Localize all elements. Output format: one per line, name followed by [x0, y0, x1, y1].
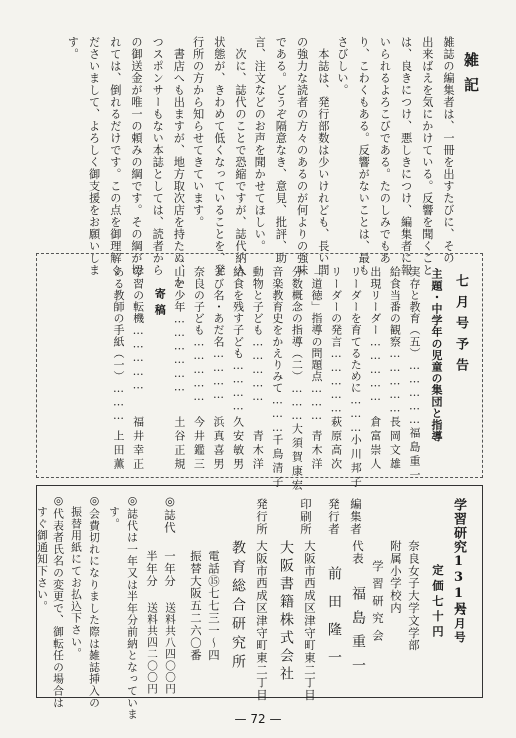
note-1: ◎誌代は一年又は半年分前納となっていま: [126, 494, 139, 721]
preview-item: [288, 266, 304, 493]
preview-item: [386, 266, 402, 472]
preview-item-author: 久安敏男: [231, 416, 245, 472]
fee-1-price: 送料共八四〇〇円: [164, 602, 176, 695]
preview-item-author: 青木洋: [251, 430, 265, 472]
notes-line: は、良きにつけ、悪しきにつけ、編集者に報: [399, 36, 413, 276]
preview-item-title: 分数概念の指導（二）………: [290, 266, 304, 423]
editor-name: 福島重一: [350, 586, 366, 682]
editor-rep: 代表: [351, 540, 365, 565]
printer-addr: 大阪市西成区津守町東二丁目: [303, 540, 317, 702]
preview-item-author: 萩原高次: [329, 416, 343, 472]
notes-line: ださいまして、よろしく御支援をお願いしま: [87, 36, 101, 276]
preview-item-title: 音楽教育史をかえりみて………: [270, 266, 284, 435]
notes-line: 言、注文などのお声を聞かせてほしい。: [253, 36, 267, 252]
notes-title: 雑記: [462, 52, 480, 102]
preview-contrib-item: [110, 266, 126, 472]
page-number: — 72 —: [234, 712, 282, 726]
notes-line: す。: [66, 36, 80, 60]
phone: 電話⑮七七三一～四: [207, 550, 221, 662]
preview-item-title: 動物と子ども……………: [251, 266, 265, 404]
fee-2: 半年分: [145, 550, 159, 588]
publisher-name: 前田隆一: [326, 566, 342, 678]
editor-org-1: 奈良女子大学文学部: [407, 540, 421, 652]
notes-line: 雑誌の編集者は、一冊を出すたびに、その: [442, 36, 455, 264]
preview-item-author: 大須賀康宏: [290, 422, 304, 493]
notes-line: 出来ばえを気にかけている。反響を聞くこと: [420, 36, 434, 276]
preview-item-title: リーダーを育てるために………: [349, 266, 363, 435]
preview-item-title: リーダーの発言……………: [329, 266, 343, 416]
preview-item-title: 山と少年………………: [172, 266, 186, 394]
notes-line: 次に、誌代のことで恐縮ですが、誌代納入: [234, 48, 247, 276]
issuer-name: 教育総合研究所: [230, 540, 246, 673]
printer-label: 印刷所: [299, 498, 313, 536]
preview-title: 七月号予告: [453, 274, 468, 379]
notes-line: 行所の方から知らせてきています。: [191, 36, 205, 228]
note-2: ◎会費切れになりました際は雑誌挿入の: [88, 494, 101, 709]
preview-theme: 主題・中学年の児童の集団と指導: [430, 268, 443, 442]
price: 定価七十円: [431, 564, 445, 641]
notes-line: いられるよろこびである。たのしみでもあ: [378, 36, 392, 264]
note-2b: 振替用紙にてお払込下さい。: [70, 506, 83, 660]
preview-item: [328, 266, 344, 472]
issuer-addr: 大阪市西成区津守町東二丁目: [255, 540, 269, 702]
preview-item: [347, 266, 363, 491]
fee-2-price: 送料共四二〇〇円: [146, 602, 158, 695]
preview-contrib-title: 学習の転機……………: [131, 266, 145, 392]
preview-item-author: 青木洋: [310, 430, 323, 472]
notes-line: である。どうぞ隔意なき、意見、批評、助: [274, 36, 288, 264]
issuer-label: 発行所: [255, 498, 269, 536]
preview-item-title: 実存と教育（五）……………: [408, 266, 421, 427]
preview-item-author: 土谷正規: [172, 416, 186, 472]
preview-item: [308, 266, 324, 472]
preview-item-author: 浜真喜男: [212, 416, 225, 472]
preview-item-title: 奈良の子ども……………: [192, 266, 206, 404]
preview-item: [190, 266, 206, 472]
preview-item-author: 千鳥清子: [270, 434, 284, 491]
editor-label: 編集者: [349, 498, 363, 536]
editor-org-2: 附属小学校内: [389, 540, 403, 615]
preview-contrib-label: 寄稿: [153, 288, 167, 320]
notes-line: 状態が、きわめて低くなっていることを、発: [212, 36, 226, 276]
preview-item: [406, 266, 422, 483]
preview-contrib-author: 福井幸正: [131, 416, 145, 472]
issue-month: 六月号: [453, 604, 467, 645]
preview-item-title: 「道徳」指導の問題点………: [310, 266, 323, 423]
preview-item-author: 小川邦子: [349, 434, 363, 491]
preview-item-title: よび名・あだ名…………: [212, 266, 225, 402]
furikae: 振替大阪五二六〇番: [189, 550, 203, 662]
issue-title: 学習研究131号: [451, 498, 466, 616]
notes-line: り、こわくもある。反響がないことは、最も: [357, 36, 371, 276]
preview-item-author: 長岡文雄: [388, 416, 402, 472]
notes-line: の御送金が唯一の頼みの綱です。その綱が切: [130, 36, 143, 276]
preview-item-author: 今井鑑三: [192, 416, 206, 472]
note-3: ◎代表者氏名の変更で、御転任の場合は: [52, 494, 65, 709]
preview-contrib-title: ある教師の手紙（一）………: [112, 266, 125, 423]
preview-item: [269, 266, 285, 491]
preview-item-title: 給食当番の観察……………: [388, 266, 402, 416]
notes-line: 本誌は、発行部数は少いけれども、長い間: [316, 48, 330, 276]
preview-item: [367, 266, 383, 472]
notes-line: 書店へも出ますが、地方取次店を持たぬ、か: [172, 48, 186, 288]
note-3b: すぐ御通知下さい。: [36, 506, 49, 613]
note-1b: す。: [108, 506, 121, 530]
july-preview-box: [36, 253, 483, 493]
preview-item: [230, 266, 246, 472]
preview-item: [210, 266, 226, 472]
preview-contrib-author: 上田薫: [112, 430, 125, 472]
notes-line: さびしい。: [336, 36, 349, 96]
preview-item-title: 給食を残す子ども…………: [231, 266, 245, 414]
preview-item: [249, 266, 265, 472]
notes-line: つスポンサーもない本誌としては、読者から: [151, 36, 165, 276]
editor-org-3: 学習研究会: [371, 560, 385, 647]
printer-name: 大阪書籍株式会社: [278, 540, 294, 684]
fee-1: 一年分: [163, 550, 177, 588]
preview-item-author: 福島重一: [408, 426, 421, 483]
publisher-label: 発行者: [327, 498, 341, 536]
preview-item-author: 倉富崇人: [368, 416, 382, 472]
notes-line: れては、倒れるだけです。この点を御理解く: [108, 36, 122, 276]
preview-contrib-item: [130, 266, 146, 472]
notes-line: の強力な読者の方々のあるのが何よりの強味: [295, 36, 309, 276]
fee-label: ◎誌代: [163, 494, 177, 534]
preview-item-title: 出現リーダー……………: [368, 266, 382, 404]
preview-item: [171, 266, 187, 472]
